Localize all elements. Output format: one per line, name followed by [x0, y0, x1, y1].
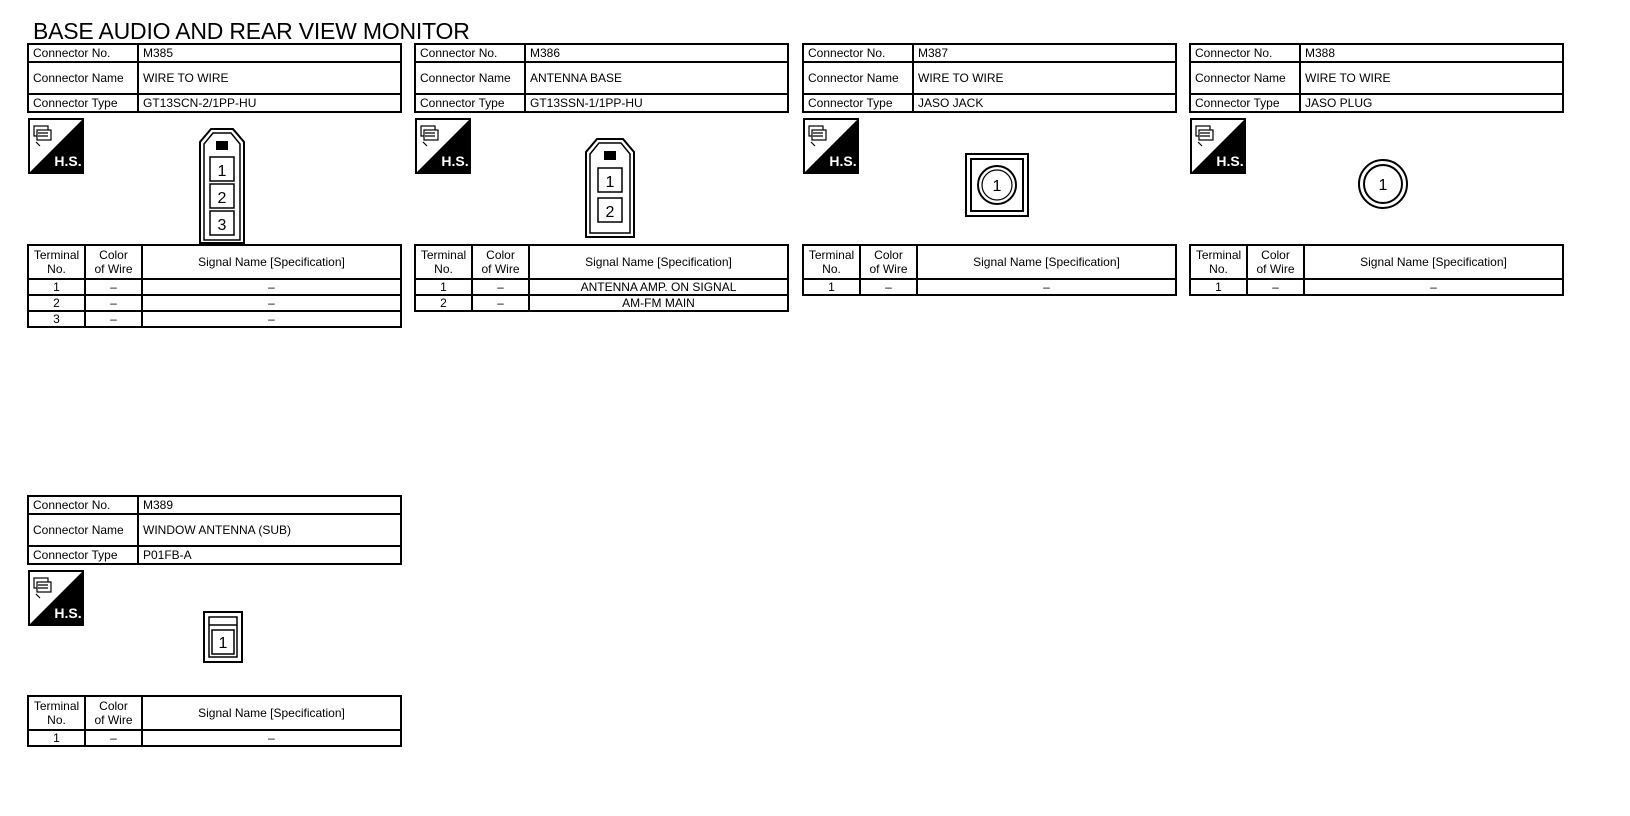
connector-no-label: Connector No. — [415, 44, 525, 62]
terminal-header: Terminal No. — [803, 245, 860, 279]
svg-text:H.S.: H.S. — [54, 153, 82, 169]
connector-info-table — [27, 43, 402, 113]
connector-face-m388 — [1357, 158, 1409, 210]
connector-name-label: Connector Name — [415, 62, 525, 94]
connector-no-value: M389 — [138, 496, 401, 514]
pin-label: 1 — [992, 178, 1002, 195]
harness-side-icon — [28, 570, 84, 626]
connector-name-value: WIRE TO WIRE — [1300, 62, 1563, 94]
pin-label: 1 — [605, 174, 615, 191]
svg-text:H.S.: H.S. — [441, 153, 469, 169]
connector-no-value: M385 — [138, 44, 401, 62]
connector-type-label: Connector Type — [415, 94, 525, 112]
connector-type-value: JASO JACK — [913, 94, 1176, 112]
connector-type-value: GT13SSN-1/1PP-HU — [525, 94, 788, 112]
color-header: Color of Wire — [85, 245, 142, 279]
table-row: 1 – – — [28, 279, 401, 295]
connector-type-value: GT13SCN-2/1PP-HU — [138, 94, 401, 112]
table-row: 1 – – — [1190, 279, 1563, 295]
svg-text:H.S.: H.S. — [1216, 153, 1244, 169]
terminal-table-m387 — [802, 244, 1177, 296]
terminal-header: Terminal No. — [28, 245, 85, 279]
color-header: Color of Wire — [472, 245, 529, 279]
svg-text:H.S.: H.S. — [54, 605, 82, 621]
connector-type-label: Connector Type — [28, 94, 138, 112]
connector-name-label: Connector Name — [28, 514, 138, 546]
connector-face-m385 — [199, 128, 245, 244]
harness-side-icon — [415, 118, 471, 174]
connector-name-value: ANTENNA BASE — [525, 62, 788, 94]
connector-info-table — [414, 43, 789, 113]
table-row: 1 – ANTENNA AMP. ON SIGNAL — [415, 279, 788, 295]
connector-no-label: Connector No. — [28, 496, 138, 514]
connector-name-value: WINDOW ANTENNA (SUB) — [138, 514, 401, 546]
connector-no-value: M387 — [913, 44, 1176, 62]
harness-side-icon — [1190, 118, 1246, 174]
signal-header: Signal Name [Specification] — [917, 245, 1176, 279]
connector-face-m386 — [585, 138, 635, 238]
connector-block-m388 — [1189, 43, 1564, 113]
terminal-header: Terminal No. — [28, 696, 85, 730]
pin-label: 1 — [218, 635, 228, 652]
table-row: 1 – – — [803, 279, 1176, 295]
connector-face-m389 — [203, 611, 243, 663]
color-header: Color of Wire — [1247, 245, 1304, 279]
connector-name-value: WIRE TO WIRE — [913, 62, 1176, 94]
connector-info-table — [27, 495, 402, 565]
table-row: 2 – – — [28, 295, 401, 311]
pin-label: 1 — [217, 163, 227, 180]
connector-info-table — [1189, 43, 1564, 113]
connector-no-label: Connector No. — [28, 44, 138, 62]
connector-no-label: Connector No. — [803, 44, 913, 62]
connector-type-value: P01FB-A — [138, 546, 401, 564]
connector-info-table — [802, 43, 1177, 113]
page-title: BASE AUDIO AND REAR VIEW MONITOR — [33, 18, 470, 44]
table-row: 2 – AM-FM MAIN — [415, 295, 788, 311]
connector-no-value: M386 — [525, 44, 788, 62]
pin-label: 1 — [1378, 177, 1388, 194]
table-row: 3 – – — [28, 311, 401, 327]
connector-type-label: Connector Type — [28, 546, 138, 564]
table-row: 1 – – — [28, 730, 401, 746]
connector-type-label: Connector Type — [1190, 94, 1300, 112]
signal-header: Signal Name [Specification] — [1304, 245, 1563, 279]
svg-text:H.S.: H.S. — [829, 153, 857, 169]
connector-no-label: Connector No. — [1190, 44, 1300, 62]
connector-block-m387 — [802, 43, 1177, 113]
pin-label: 2 — [605, 204, 615, 221]
pin-label: 3 — [217, 217, 227, 234]
harness-side-icon — [803, 118, 859, 174]
connector-name-value: WIRE TO WIRE — [138, 62, 401, 94]
signal-header: Signal Name [Specification] — [529, 245, 788, 279]
connector-block-m389 — [27, 495, 402, 565]
terminal-table-m385 — [27, 244, 402, 328]
pin-label: 2 — [217, 190, 227, 207]
connector-name-label: Connector Name — [28, 62, 138, 94]
color-header: Color of Wire — [860, 245, 917, 279]
terminal-table-m389 — [27, 695, 402, 747]
signal-header: Signal Name [Specification] — [142, 696, 401, 730]
connector-type-label: Connector Type — [803, 94, 913, 112]
connector-face-m387 — [965, 153, 1029, 217]
connector-no-value: M388 — [1300, 44, 1563, 62]
terminal-table-m386 — [414, 244, 789, 312]
connector-name-label: Connector Name — [1190, 62, 1300, 94]
harness-side-icon — [28, 118, 84, 174]
terminal-table-m388 — [1189, 244, 1564, 296]
color-header: Color of Wire — [85, 696, 142, 730]
signal-header: Signal Name [Specification] — [142, 245, 401, 279]
connector-type-value: JASO PLUG — [1300, 94, 1563, 112]
terminal-header: Terminal No. — [1190, 245, 1247, 279]
connector-block-m385 — [27, 43, 402, 113]
connector-name-label: Connector Name — [803, 62, 913, 94]
terminal-header: Terminal No. — [415, 245, 472, 279]
connector-block-m386 — [414, 43, 789, 113]
